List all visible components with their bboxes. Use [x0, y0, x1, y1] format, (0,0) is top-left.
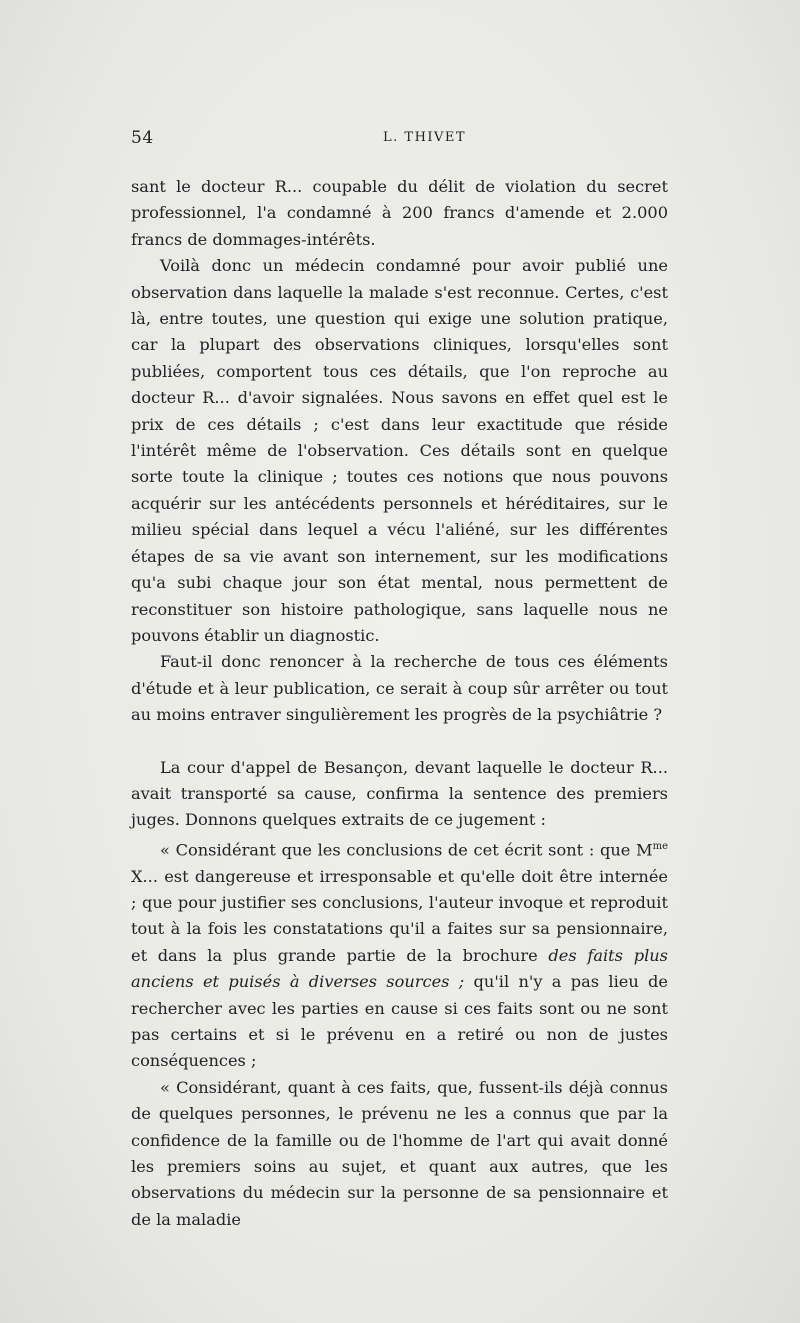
paragraph-quote-2: « Considérant, quant à ces faits, que, fussent-ils déjà connus de quelques personnes, le prévenu ne les a connus que par la confidence de la famille ou de l'homme de l'art qui avait donné les premiers soins au sujet, et quant aux autres, que les observations du médecin sur la personne de sa pensionnaire et de la maladie: [131, 1077, 668, 1229]
paragraph: Voilà donc un médecin condamné pour avoir publié une observation dans laquelle la malade s'est reconnue. Certes, c'est là, entre toutes, une question qui exige une solution pratique, car la plupart des observations cliniques, lorsqu'elles sont publiées, comportent tous ces détails, que l'on reproche au docteur R... d'avoir signalées. Nous savons en effet quel est le prix de ces détails ; c'est dans leur exactitude que réside l'intérêt même de l'observation. Ces détails sont en quelque sorte toute la clinique ; toutes ces notions que nous pouvons acquérir sur les antécédents personnels et héréditaires, sur le milieu spécial dans lequel a vécu l'aliéné, sur les différentes étapes de sa vie avant son internement, sur les modifications qu'a subi chaque jour son état mental, nous permettent de reconstituer son histoire pathologique, sans laquelle nous ne pouvons établir un diagnostic.: [131, 256, 668, 645]
quote-text: X... est dangereuse et irresponsable et qu'elle doit être internée ; que pour justifier ses conclusions, l'auteur invoque et reproduit tout à la fois les constatations qu'il a faites sur sa pensionnaire, et dans la plus grande partie de la brochure: [131, 866, 668, 965]
body-text: [131, 174, 668, 1233]
paragraph: La cour d'appel de Besançon, devant laquelle le docteur R... avait transporté sa cause, confirma la sentence des premiers juges. Donnons quelques extraits de ce jugement :: [131, 757, 668, 830]
quote-text: qu'il n'y a pas lieu de rechercher avec les parties en cause si ces faits sont ou ne sont pas certains et si le prévenu en a retiré ou non de justes conséquences ;: [131, 972, 669, 1071]
quote-text: « Considérant que les conclusions de cet écrit sont : que M: [160, 840, 653, 860]
running-head: L. THIVET: [383, 130, 467, 145]
page-header: [131, 128, 668, 152]
paragraph: sant le docteur R... coupable du délit de violation du secret professionnel, l'a condamné à 200 francs d'amende et 2.000 francs de dommages-intérêts.: [131, 177, 668, 249]
page-number: 54: [131, 128, 154, 148]
superscript: me: [652, 840, 668, 852]
paragraph-quote-1: [131, 834, 668, 1075]
paragraph: Faut-il donc renoncer à la recherche de tous ces éléments d'étude et à leur publication, ce serait à coup sûr arrêter ou tout au moins entraver singulièrement les progrès de la psychiâtrie ?: [131, 652, 668, 725]
italic-text: des faits plus anciens et puisés à diverses sources ;: [131, 945, 668, 992]
